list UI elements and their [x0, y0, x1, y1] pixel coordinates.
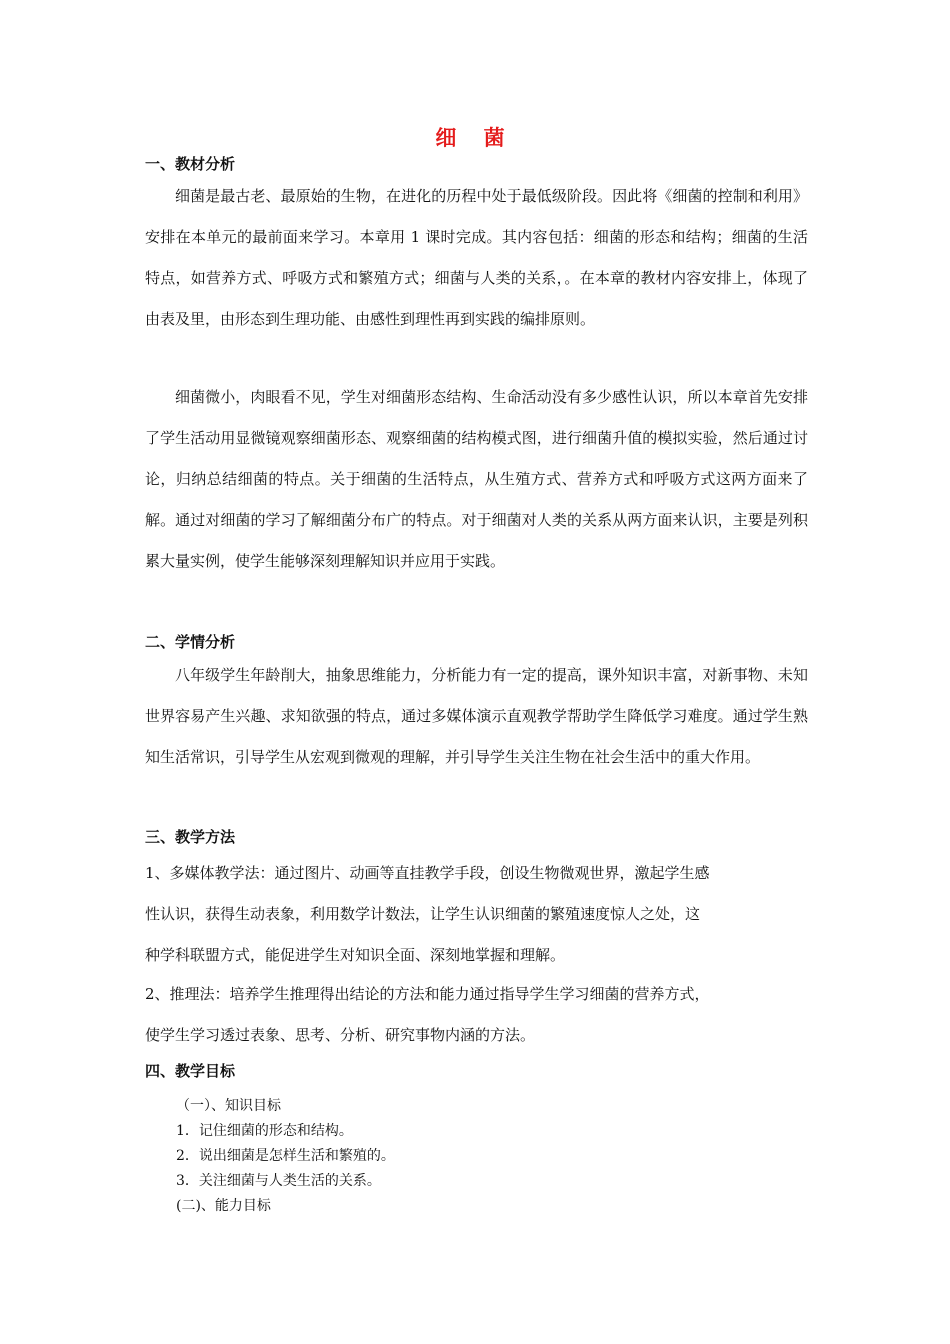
section-heading-teaching-method: 三、教学方法 — [145, 828, 236, 846]
goal-line: (二)、能力目标 — [176, 1198, 271, 1214]
page-title: 细 菌 — [435, 125, 515, 150]
paragraph-textbook-analysis-2: 细菌微小，肉眼看不见，学生对细菌形态结构、生命活动没有多少感性认识，所以本章首先安排了学生活动用显微镜观察细菌形态、观察细菌的结构模式图，进行细菌升值的模拟实验，然后通过讨论，归纳总结细菌的特点。关于细菌的生活特点，从生殖方式、营养方式和呼吸方式这两方面来了解。通过对细菌的学习了解细菌分布广的特点。对于细菌对人类的关系从两方面来认识，主要是列积累大量实例，使学生能够深刻理解知识并应用于实践。 — [145, 388, 808, 570]
goal-line: 3．关注细菌与人类生活的关系。 — [176, 1173, 381, 1189]
method-line: 种学科联盟方式，能促进学生对知识全面、深刻地掌握和理解。 — [145, 946, 566, 964]
method-line: 1、多媒体教学法：通过图片、动画等直挂教学手段，创设生物微观世界，激起学生感 — [145, 864, 710, 882]
section-heading-textbook-analysis: 一、教材分析 — [145, 155, 236, 173]
goal-line: （一）、知识目标 — [176, 1098, 281, 1114]
goal-line: 2．说出细菌是怎样生活和繁殖的。 — [176, 1148, 395, 1164]
method-line: 使学生学习透过表象、思考、分析、研究事物内涵的方法。 — [145, 1026, 536, 1044]
section-heading-teaching-goals: 四、教学目标 — [145, 1062, 236, 1080]
paragraph-textbook-analysis-1: 细菌是最古老、最原始的生物，在进化的历程中处于最低级阶段。因此将《细菌的控制和利用》安排在本单元的最前面来学习。本章用 1 课时完成。其内容包括：细菌的形态和结构；细菌的生活特点，如营养方式、呼吸方式和繁殖方式；细菌与人类的关系，。在本章的教材内容安排上，体现了由表及里，由形态到生理功能、由感性到理性再到实践的编排原则。 — [145, 187, 808, 328]
method-line: 性认识，获得生动表象，利用数学计数法，让学生认识细菌的繁殖速度惊人之处，这 — [145, 905, 701, 923]
goal-line: 1．记住细菌的形态和结构。 — [176, 1123, 353, 1139]
method-line: 2、推理法：培养学生推理得出结论的方法和能力通过指导学生学习细菌的营养方式， — [145, 985, 710, 1003]
paragraph-student-analysis: 八年级学生年龄削大，抽象思维能力，分析能力有一定的提高，课外知识丰富，对新事物、未知世界容易产生兴趣、求知欲强的特点，通过多媒体演示直观教学帮助学生降低学习难度。通过学生熟知生活常识，引导学生从宏观到微观的理解，并引导学生关注生物在社会生活中的重大作用。 — [145, 666, 808, 766]
section-heading-student-analysis: 二、学情分析 — [145, 633, 236, 651]
